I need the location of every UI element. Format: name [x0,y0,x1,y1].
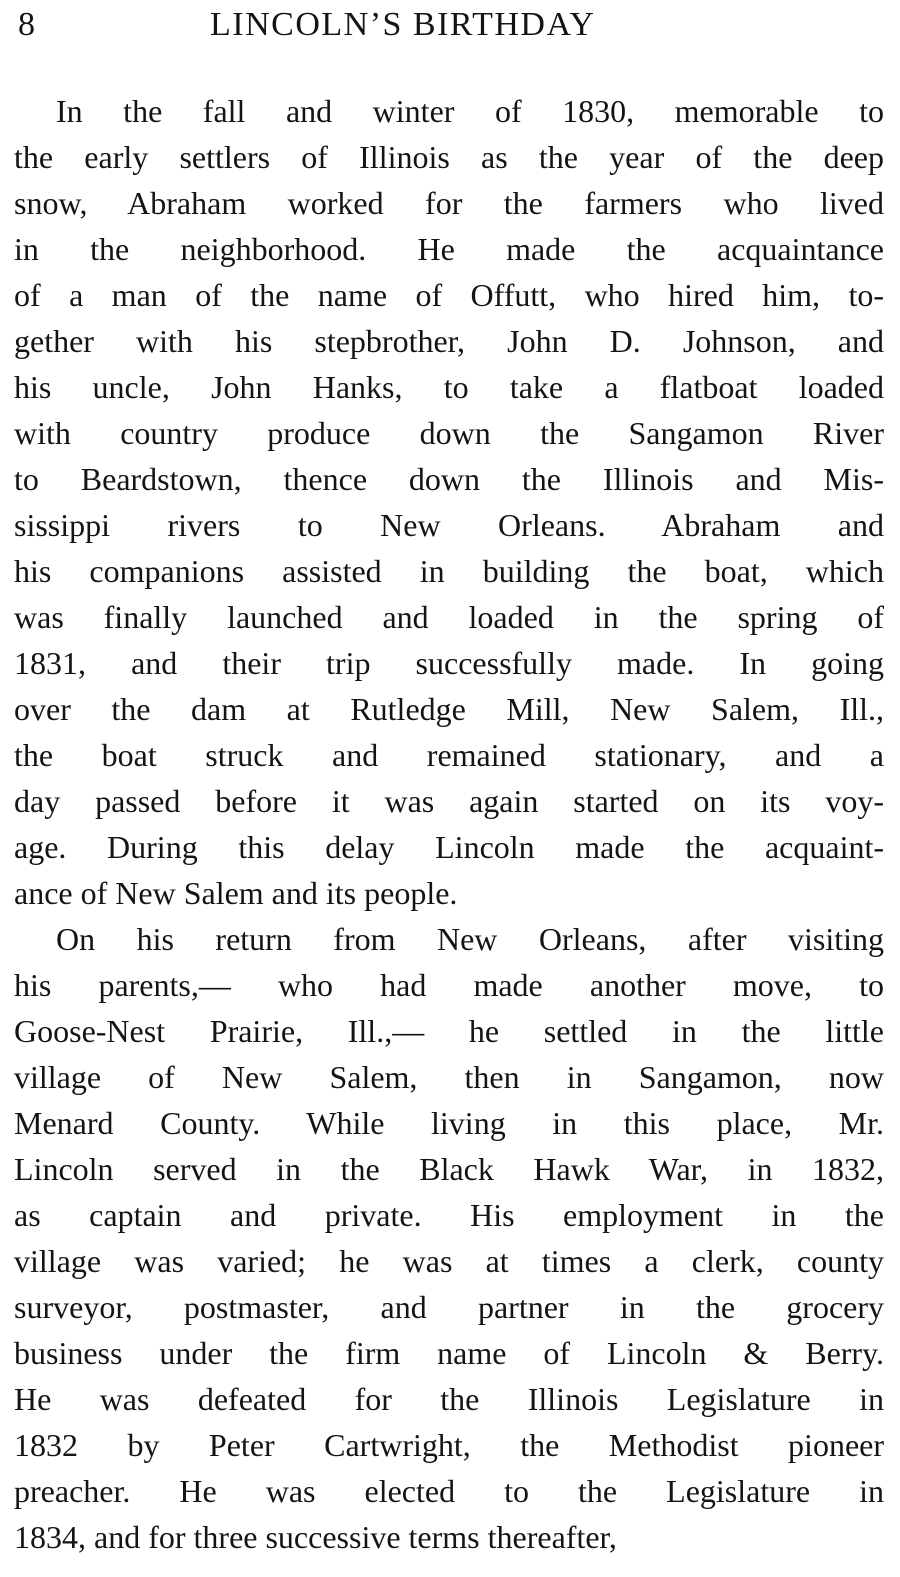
text-line: Menard County. While living in this place, Mr. [14,1105,884,1141]
text-line: surveyor, postmaster, and partner in the grocery [14,1289,884,1325]
text-line: of a man of the name of Offutt, who hired him, to- [14,277,884,313]
text-line: On his return from New Orleans, after visiting [56,921,884,957]
paragraph-return-new-orleans [14,916,884,1560]
text-line: his parents,— who had made another move, to [14,967,884,1003]
text-line: sissippi rivers to New Orleans. Abraham and [14,507,884,543]
text-line: preacher. He was elected to the Legislature in [14,1473,884,1509]
text-line: 1831, and their trip successfully made. In going [14,645,884,681]
text-line: In the fall and winter of 1830, memorable to [56,93,884,129]
running-title: LINCOLN’S BIRTHDAY [210,6,596,43]
text-line: He was defeated for the Illinois Legislature in [14,1381,884,1417]
text-line: Goose-Nest Prairie, Ill.,— he settled in the little [14,1013,884,1049]
text-line: his uncle, John Hanks, to take a flatboat loaded [14,369,884,405]
text-line: in the neighborhood. He made the acquaintance [14,231,884,267]
paragraph-fall-winter-1830 [14,88,884,916]
text-line: gether with his stepbrother, John D. Johnson, and [14,323,884,359]
page-number: 8 [18,6,35,43]
text-line: his companions assisted in building the boat, which [14,553,884,589]
text-line: the boat struck and remained stationary, and a [14,737,884,773]
text-line: with country produce down the Sangamon River [14,415,884,451]
text-line: 1832 by Peter Cartwright, the Methodist pioneer [14,1427,884,1463]
running-head [18,2,882,48]
text-line: to Beardstown, thence down the Illinois and Mis- [14,461,884,497]
text-line: business under the firm name of Lincoln & Berry. [14,1335,884,1371]
text-line: as captain and private. His employment in the [14,1197,884,1233]
text-line: ance of New Salem and its people. [14,875,458,911]
text-line: over the dam at Rutledge Mill, New Salem, Ill., [14,691,884,727]
text-line: the early settlers of Illinois as the year of the deep [14,139,884,175]
text-line: Lincoln served in the Black Hawk War, in 1832, [14,1151,884,1187]
text-line: day passed before it was again started on its voy- [14,783,884,819]
text-line: snow, Abraham worked for the farmers who lived [14,185,884,221]
body-text [14,88,884,1560]
text-line: age. During this delay Lincoln made the acquaint- [14,829,884,865]
text-line: was finally launched and loaded in the spring of [14,599,884,635]
text-line: village was varied; he was at times a clerk, county [14,1243,884,1279]
text-line: 1834, and for three successive terms thereafter, [14,1519,617,1555]
text-line: village of New Salem, then in Sangamon, now [14,1059,884,1095]
